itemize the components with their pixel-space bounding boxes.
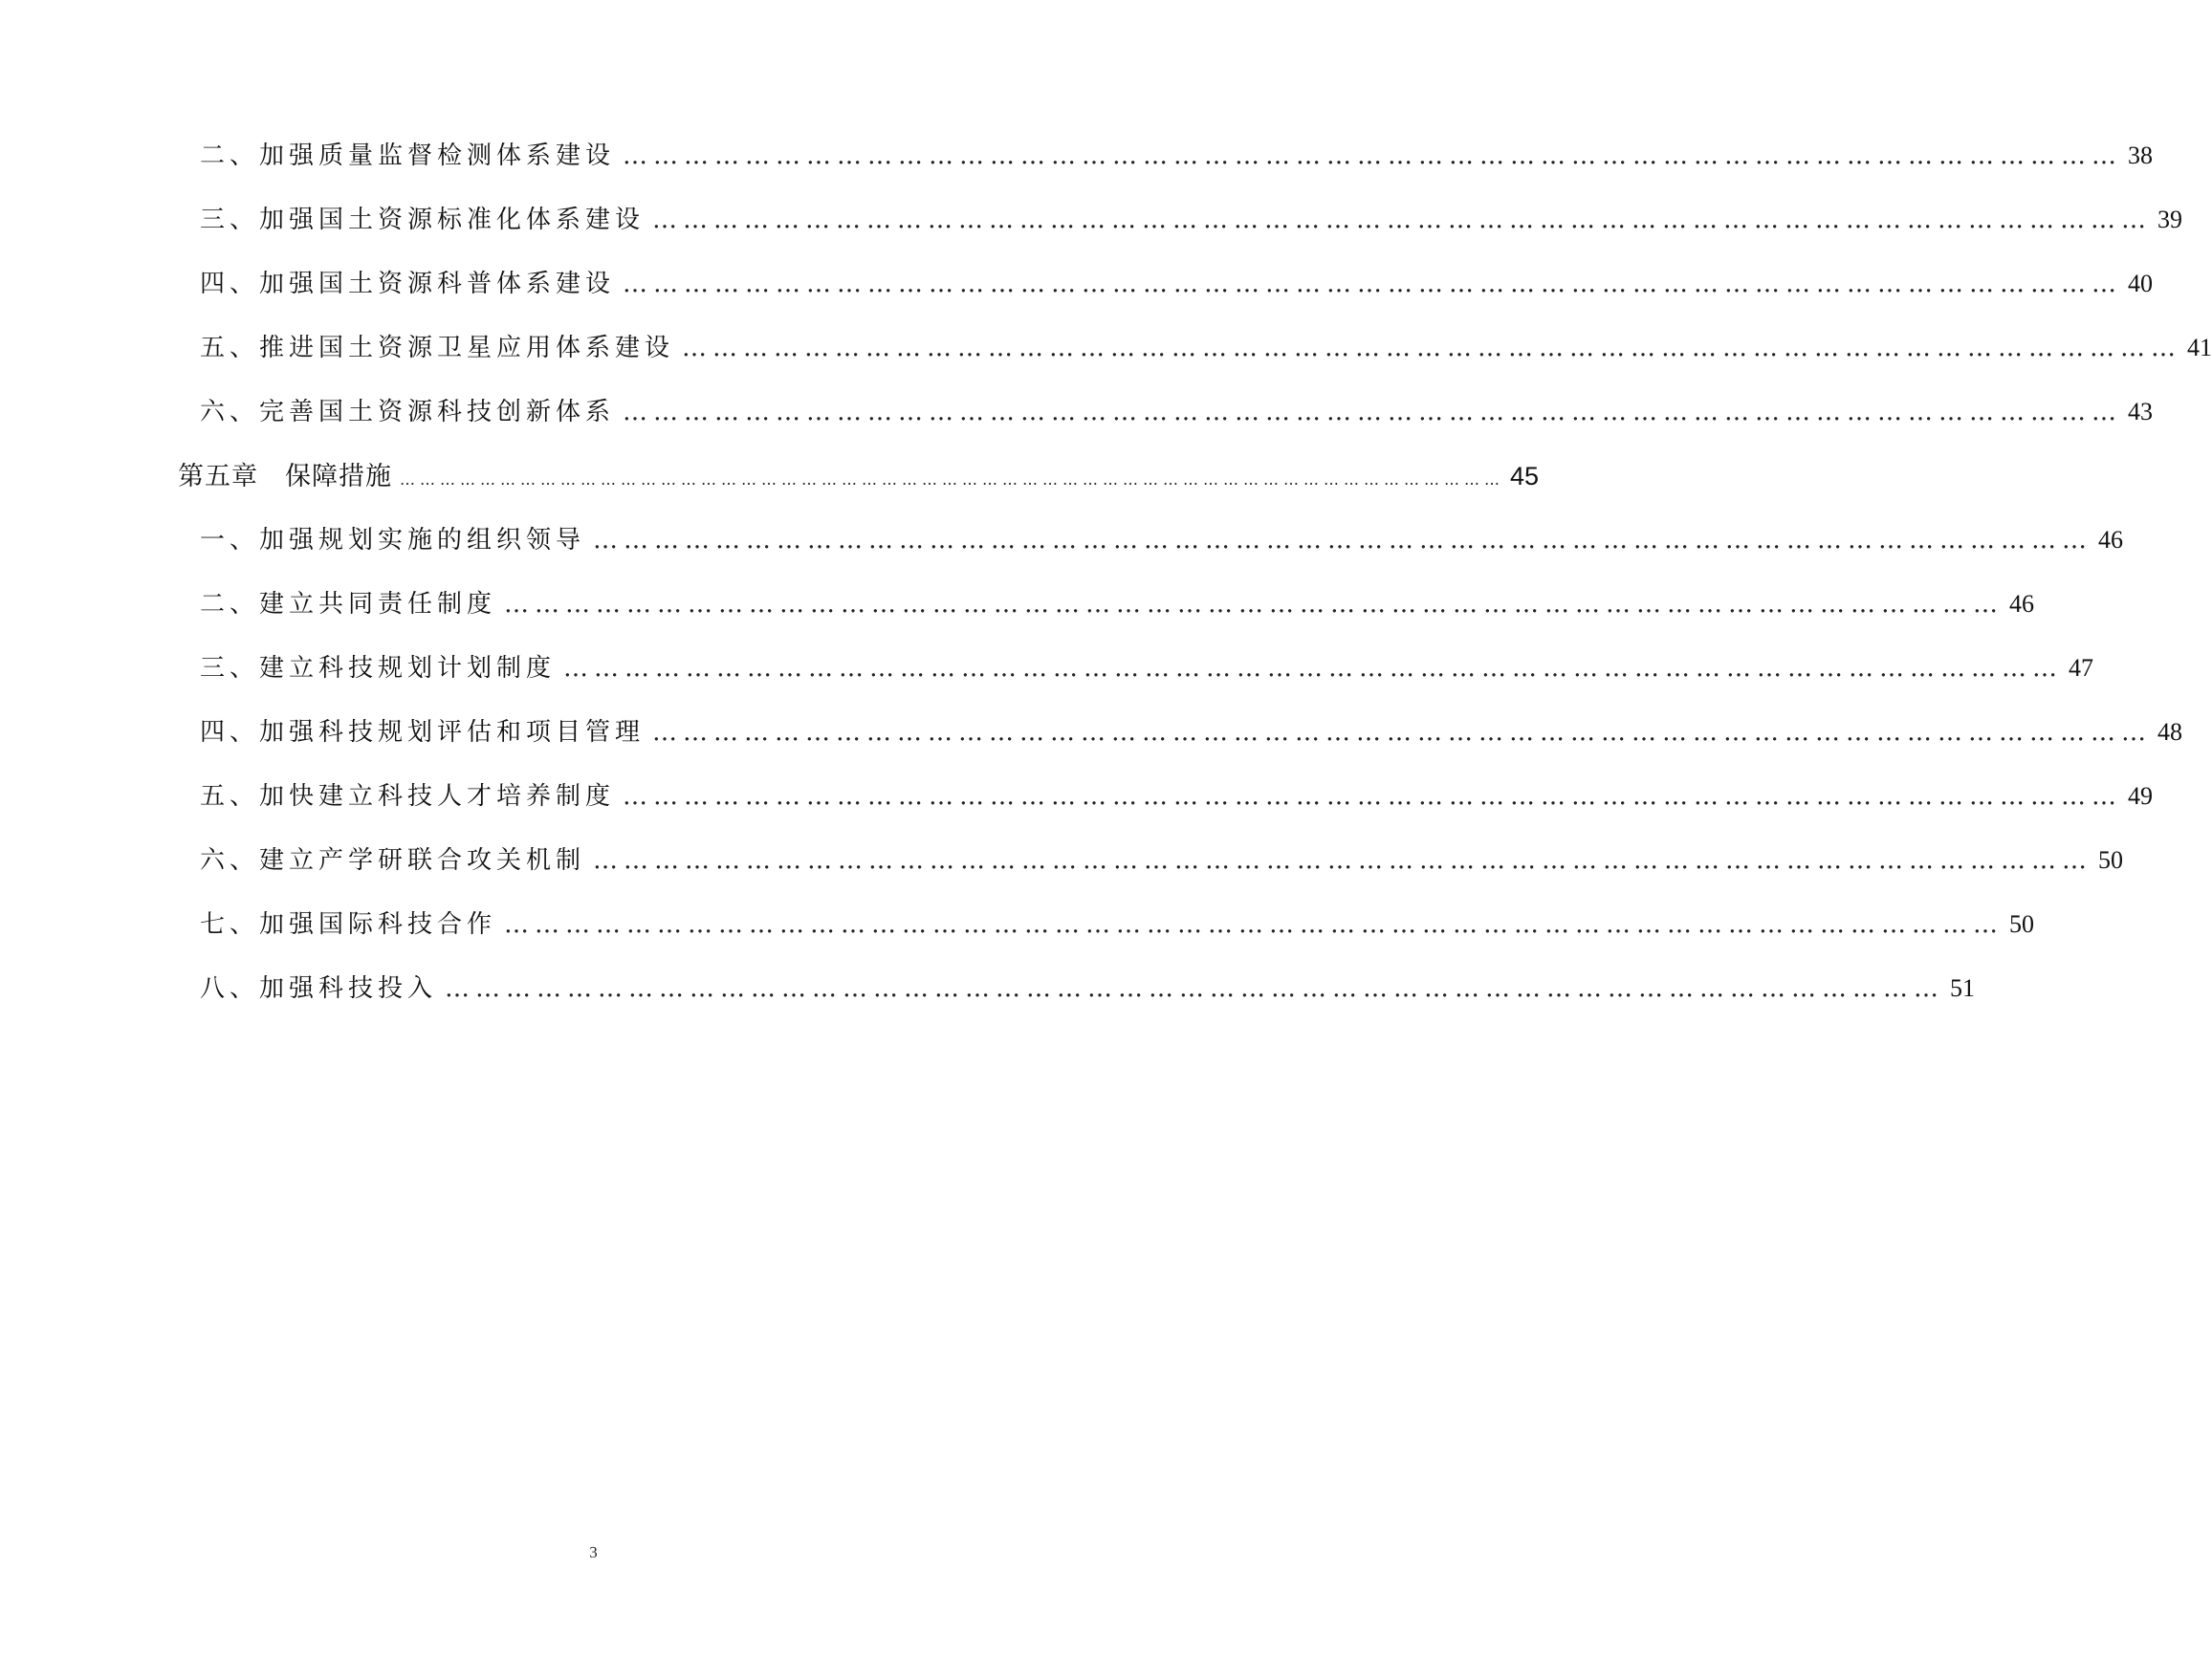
toc-entry-title xyxy=(200,841,593,880)
toc-entry-title xyxy=(200,393,623,431)
toc-entry-title xyxy=(200,521,593,559)
toc-chapter-number: 第五章 xyxy=(178,462,258,491)
toc-entry-text: 加强国际科技合作 xyxy=(259,910,497,939)
toc-entry xyxy=(200,841,2124,880)
toc-entry-number: 三、 xyxy=(200,654,260,683)
toc-entry-page: 40 xyxy=(2128,270,2154,297)
toc-entry-number: 二、 xyxy=(200,142,260,170)
toc-entry-number: 六、 xyxy=(200,846,260,875)
toc-entry-page: 43 xyxy=(2128,398,2154,425)
toc-dot-leader: ………………………………………………………………………………………………………………………………… xyxy=(623,398,2123,426)
toc-entry-title xyxy=(200,649,563,687)
toc-dot-leader: ………………………………………………………………………………………………………………………………… xyxy=(593,846,2093,875)
toc-entry-page: 46 xyxy=(2009,590,2035,618)
toc-entry xyxy=(200,777,2154,816)
toc-chapter-page: 45 xyxy=(1510,462,1540,490)
toc-entry-text: 加强国土资源科普体系建设 xyxy=(259,270,616,298)
toc-dot-leader: ………………………………………………………………………………………………………………………………………………… xyxy=(400,470,1504,489)
toc-chapter-entry xyxy=(178,457,1540,495)
toc-entry-title xyxy=(200,201,652,239)
toc-entry-page: 48 xyxy=(2157,718,2183,746)
toc-entry-number: 五、 xyxy=(200,782,260,811)
toc-entry-text: 加强科技规划评估和项目管理 xyxy=(259,718,646,747)
toc-dot-leader: ………………………………………………………………………………………………………………………………… xyxy=(623,270,2123,298)
toc-entry-text: 加强规划实施的组织领导 xyxy=(259,526,586,555)
toc-entry xyxy=(200,329,2212,367)
toc-entry-page: 46 xyxy=(2098,526,2124,554)
toc-entry xyxy=(200,393,2154,431)
toc-dot-leader: ………………………………………………………………………………………………………………………………… xyxy=(652,206,2153,234)
toc-dot-leader: ………………………………………………………………………………………………………………………………… xyxy=(593,526,2093,555)
toc-entry-page: 49 xyxy=(2128,782,2154,810)
toc-entry-title xyxy=(200,969,445,1008)
toc-entry xyxy=(200,585,2035,623)
toc-entry xyxy=(200,521,2124,559)
toc-entry-page: 39 xyxy=(2157,206,2183,233)
toc-entry-title xyxy=(200,905,504,944)
toc-entry xyxy=(200,201,2183,239)
toc-entry xyxy=(200,713,2183,751)
toc-chapter-title xyxy=(178,458,400,496)
toc-entry-text: 推进国土资源卫星应用体系建设 xyxy=(259,334,675,362)
toc-entry xyxy=(200,969,1976,1008)
toc-entry-title xyxy=(200,777,623,816)
toc-entry-text: 建立科技规划计划制度 xyxy=(259,654,557,683)
toc-dot-leader: ………………………………………………………………………………………………………………………………… xyxy=(682,334,2182,362)
toc-entry xyxy=(200,137,2154,175)
toc-dot-leader: ………………………………………………………………………………………………………………………………… xyxy=(504,590,2004,619)
toc-entry-title xyxy=(200,713,652,751)
toc-entry xyxy=(200,265,2154,303)
toc-entry-title xyxy=(200,329,682,367)
toc-entry-page: 38 xyxy=(2128,142,2154,169)
toc-entry-number: 四、 xyxy=(200,718,260,747)
toc-dot-leader: ………………………………………………………………………………………………………………………………… xyxy=(445,974,1945,1003)
toc-entry-title xyxy=(200,585,504,623)
toc-entry-text: 建立共同责任制度 xyxy=(259,590,497,619)
toc-dot-leader: ………………………………………………………………………………………………………………………………… xyxy=(652,718,2153,747)
toc-dot-leader: ………………………………………………………………………………………………………………………………… xyxy=(623,782,2123,811)
toc-entry-text: 加快建立科技人才培养制度 xyxy=(259,782,616,811)
toc-entry-number: 二、 xyxy=(200,590,260,619)
toc-entry xyxy=(200,905,2035,944)
toc-entry-page: 50 xyxy=(2098,846,2124,874)
toc-entry-number: 三、 xyxy=(200,206,260,234)
toc-entry-page: 51 xyxy=(1950,974,1976,1002)
toc-entry-page: 41 xyxy=(2187,334,2212,361)
toc-dot-leader: ………………………………………………………………………………………………………………………………… xyxy=(563,654,2064,683)
toc-entry-text: 完善国土资源科技创新体系 xyxy=(259,398,616,426)
toc-chapter-text: 保障措施 xyxy=(285,462,392,491)
toc-entry-number: 八、 xyxy=(200,974,260,1003)
toc-entry-title xyxy=(200,265,623,303)
toc-entry-number: 六、 xyxy=(200,398,260,426)
toc-entry-title xyxy=(200,137,623,175)
toc-entry-page: 47 xyxy=(2069,654,2094,682)
toc-entry-text: 加强国土资源标准化体系建设 xyxy=(259,206,646,234)
toc-entry-number: 七、 xyxy=(200,910,260,939)
toc-dot-leader: ………………………………………………………………………………………………………………………………… xyxy=(623,142,2123,170)
toc-dot-leader: ………………………………………………………………………………………………………………………………… xyxy=(504,910,2004,939)
toc-entry-text: 加强质量监督检测体系建设 xyxy=(259,142,616,170)
toc-entry xyxy=(200,649,2094,687)
toc-entry-number: 一、 xyxy=(200,526,260,555)
toc-entry-text: 建立产学研联合攻关机制 xyxy=(259,846,586,875)
toc-entry-text: 加强科技投入 xyxy=(259,974,438,1003)
page-number: 3 xyxy=(589,1543,598,1561)
toc-entry-number: 五、 xyxy=(200,334,260,362)
toc-entry-page: 50 xyxy=(2009,910,2035,938)
toc-entry-number: 四、 xyxy=(200,270,260,298)
